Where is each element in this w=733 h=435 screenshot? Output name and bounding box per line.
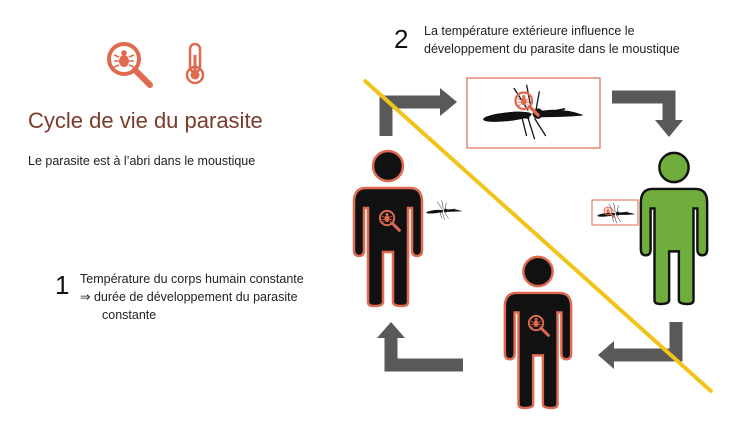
parasite-search-icon — [109, 44, 150, 85]
person-infected-bottom — [505, 257, 571, 408]
arrow-head-2 — [655, 120, 683, 137]
arrow-left-up — [391, 338, 463, 365]
step-1-line-1: Température du corps humain constante — [80, 272, 304, 286]
thermometer-icon — [187, 44, 203, 83]
arrow-right-down — [612, 97, 669, 120]
arrow-head-4 — [377, 322, 405, 338]
subtitle: Le parasite est à l’abri dans le moustique — [28, 154, 256, 168]
step-1-line-2: ⇒ durée de développement du parasite — [80, 290, 298, 304]
mosquito-panel — [467, 78, 600, 148]
mosquito-biting-panel — [592, 200, 638, 225]
step-1-line-3: constante — [102, 308, 157, 322]
step-2-line-2: développement du parasite dans le moustique — [424, 42, 680, 56]
step-1-number: 1 — [55, 270, 70, 300]
small-mosquito-icon — [426, 200, 462, 219]
arrow-head-1 — [440, 88, 457, 116]
person-infected-left — [354, 151, 422, 306]
person-healthy-right — [641, 153, 707, 304]
arrow-head-3 — [598, 341, 614, 369]
step-2-number: 2 — [394, 24, 409, 54]
page-title: Cycle de vie du parasite — [28, 108, 263, 133]
step-2-line-1: La température extérieure influence le — [424, 24, 635, 38]
